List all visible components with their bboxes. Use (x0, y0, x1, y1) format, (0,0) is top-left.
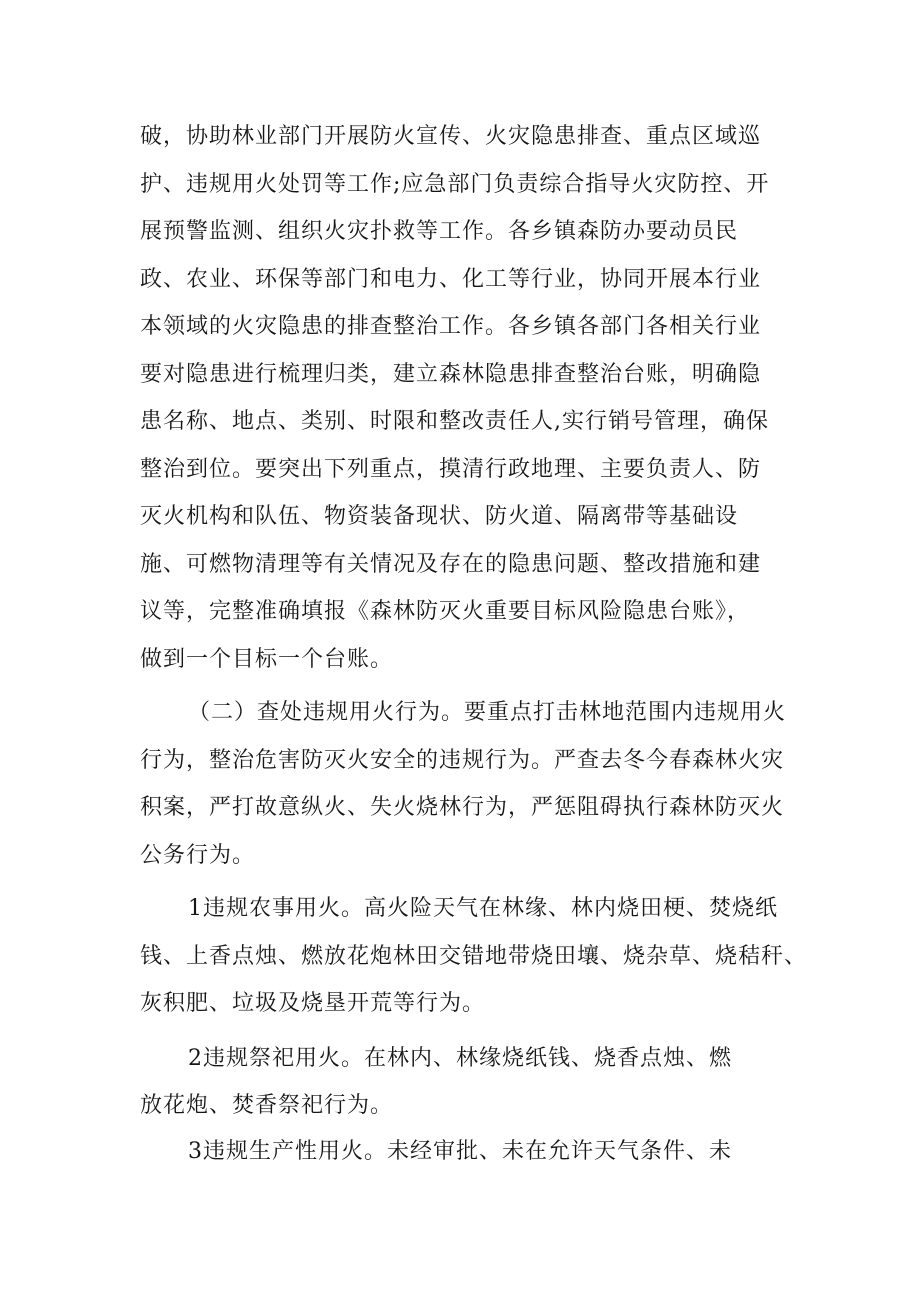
text-line: 钱、上香点烛、燃放花炮林田交错地带烧田壤、烧杂草、烧秸秆、 (140, 943, 808, 969)
paragraph-section-2 (140, 689, 860, 879)
paragraph-item-3 (140, 1128, 860, 1176)
list-item-line: 2违规祭祀用火。在林内、林缘烧纸钱、烧香点烛、燃 (188, 1045, 732, 1071)
text-line: 议等，完整准确填报《森林防灭火重要目标风险隐患台账》， (140, 599, 751, 624)
text-line: 破，协助林业部门开展防火宣传、火灾隐患排查、重点区域巡 (140, 124, 762, 149)
paragraph-continued (140, 113, 860, 683)
text-line: 行为，整治危害防灭火安全的违规行为。严查去冬今春森林火灾 (140, 747, 785, 773)
text-line: 公务行为。 (140, 842, 256, 868)
paragraph-item-1 (140, 885, 860, 1028)
body-text (140, 113, 860, 1175)
text-line: 要对隐患进行梳理归类，建立森林隐患排查整治台账，明确隐 (140, 361, 762, 387)
text-line: 护、违规用火处罚等工作;应急部门负责综合指导火灾防控、开 (140, 171, 770, 197)
paragraph-item-2 (140, 1035, 860, 1130)
list-item-line: 1违规农事用火。高火险天气在林缘、林内烧田梗、焚烧纸 (188, 896, 778, 921)
list-item-line: 3违规生产性用火。未经审批、未在允许天气条件、未 (188, 1138, 732, 1164)
section-heading-line: （二）查处违规用火行为。要重点打击林地范围内违规用火 (188, 700, 787, 725)
text-line: 做到一个目标一个台账。 (140, 646, 394, 672)
text-line: 本领域的火灾隐患的排查整治工作。各乡镇各部门各相关行业 (140, 314, 762, 339)
text-line: 积案，严打故意纵火、失火烧林行为，严惩阻碍执行森林防灭火 (140, 795, 785, 820)
text-line: 展预警监测、组织火灾扑救等工作。各乡镇森防办要动员民 (140, 219, 739, 244)
text-line: 灭火机构和队伍、物资装备现状、防火道、隔离带等基础设 (140, 504, 739, 529)
text-line: 政、农业、环保等部门和电力、化工等行业，协同开展本行业 (140, 266, 762, 292)
text-line: 患名称、地点、类别、时限和整改责任人,实行销号管理，确保 (140, 409, 769, 434)
text-line: 整治到位。要突出下列重点，摸清行政地理、主要负责人、防 (140, 456, 762, 482)
text-line: 灰积肥、垃圾及烧垦开荒等行为。 (140, 991, 486, 1016)
text-line: 放花炮、焚香祭祀行为。 (140, 1093, 394, 1118)
text-line: 施、可燃物清理等有关情况及存在的隐患问题、整改措施和建 (140, 551, 762, 577)
